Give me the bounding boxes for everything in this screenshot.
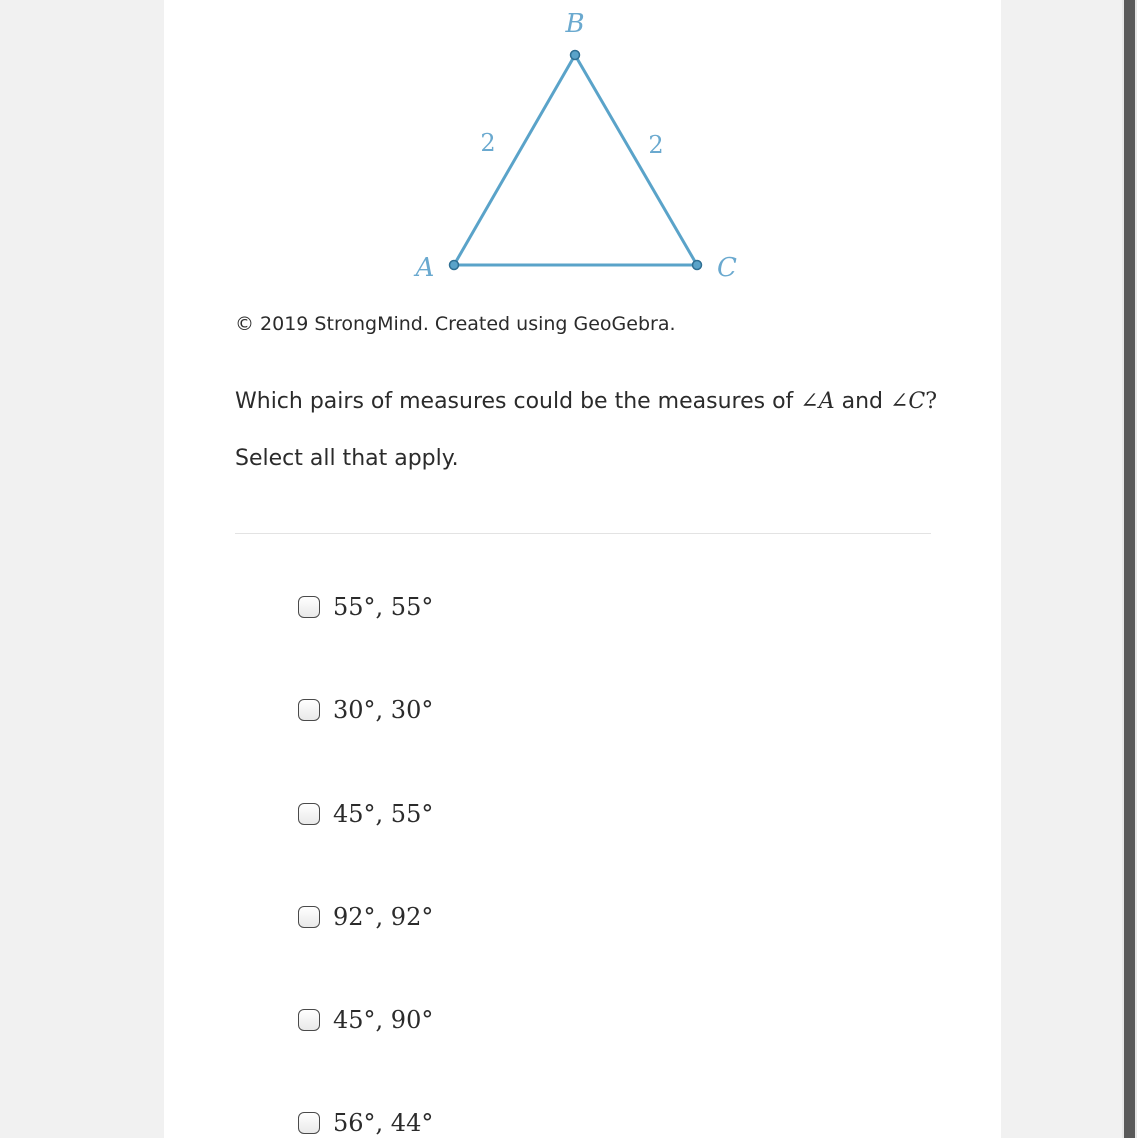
- angle-a-letter: A: [818, 389, 835, 414]
- answer-option[interactable]: [298, 1005, 433, 1035]
- instruction-text: Select all that apply.: [235, 446, 459, 471]
- answer-option[interactable]: [298, 902, 433, 932]
- answer-option[interactable]: [298, 695, 433, 725]
- side-bc: [575, 55, 697, 265]
- question-lead: Which pairs of measures could be the measures of: [235, 389, 801, 414]
- checkbox[interactable]: [298, 1009, 320, 1031]
- vertex-point-a: [450, 261, 459, 270]
- question-mark: ?: [925, 389, 938, 414]
- question-text: [235, 389, 937, 414]
- image-credit: © 2019 StrongMind. Created using GeoGebra.: [235, 313, 676, 335]
- angle-symbol-c: ∠: [889, 389, 909, 414]
- answer-option[interactable]: [298, 1108, 433, 1138]
- scrollbar-thumb[interactable]: [1124, 0, 1135, 1138]
- answer-option[interactable]: [298, 592, 433, 622]
- vertex-label-b: B: [565, 9, 585, 39]
- answer-option-label: 55°, 55°: [333, 593, 434, 621]
- vertex-label-a: A: [415, 253, 435, 283]
- side-label-bc: 2: [648, 131, 664, 159]
- answer-option[interactable]: [298, 799, 433, 829]
- question-conjunction: and: [834, 389, 890, 414]
- checkbox[interactable]: [298, 1112, 320, 1134]
- answer-option-label: 92°, 92°: [333, 903, 434, 931]
- angle-symbol-a: ∠: [800, 389, 819, 414]
- vertex-label-c: C: [717, 253, 737, 283]
- angle-c-letter: C: [908, 389, 926, 414]
- angle-c: [890, 389, 937, 414]
- side-label-ab: 2: [480, 129, 496, 157]
- answer-option-label: 30°, 30°: [333, 696, 434, 724]
- angle-a: [800, 389, 834, 414]
- vertex-point-c: [693, 261, 702, 270]
- side-ab: [454, 55, 575, 265]
- vertex-point-b: [571, 51, 580, 60]
- divider: [235, 533, 931, 534]
- checkbox[interactable]: [298, 596, 320, 618]
- checkbox[interactable]: [298, 699, 320, 721]
- answer-option-label: 45°, 55°: [333, 800, 434, 828]
- answer-option-label: 45°, 90°: [333, 1006, 434, 1034]
- checkbox[interactable]: [298, 906, 320, 928]
- answer-option-label: 56°, 44°: [333, 1109, 434, 1137]
- triangle-figure: [0, 0, 1137, 300]
- checkbox[interactable]: [298, 803, 320, 825]
